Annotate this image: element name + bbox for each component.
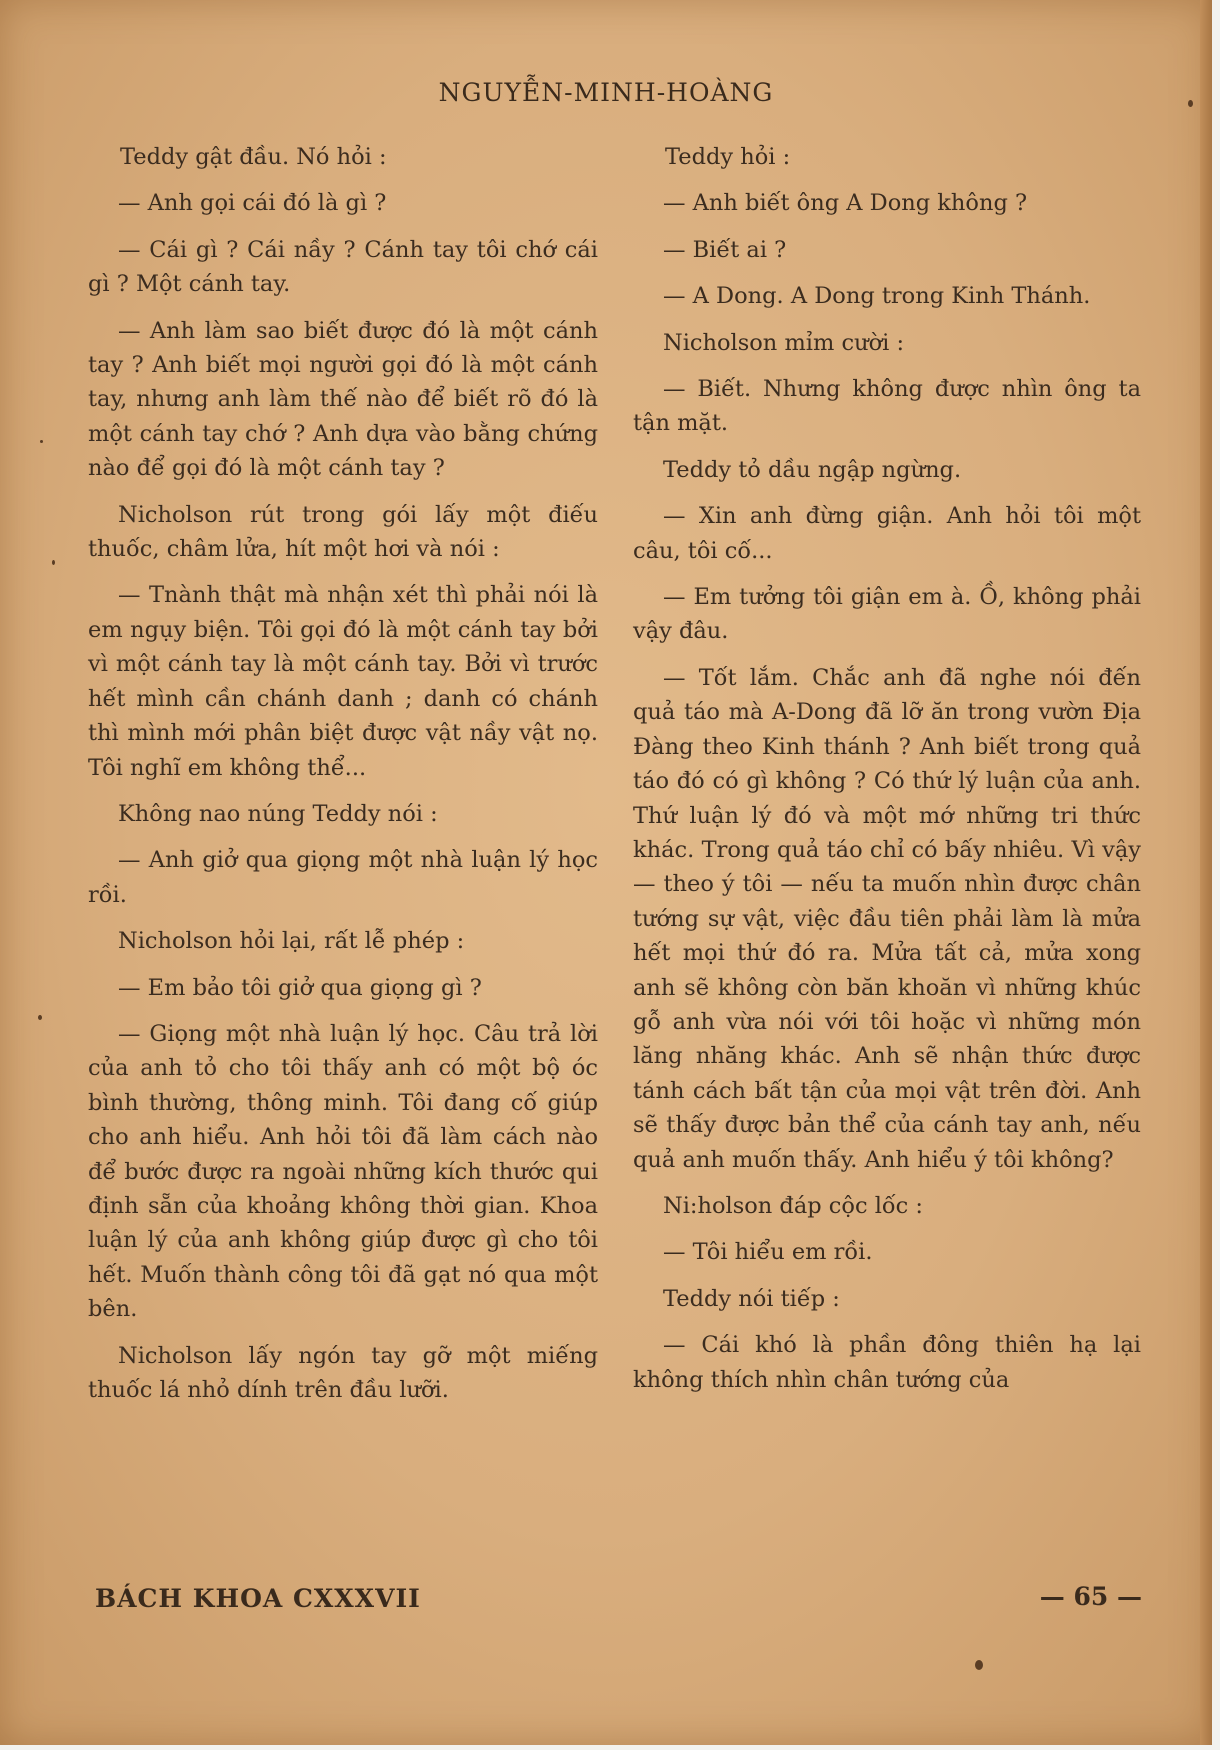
paragraph: — Tnành thật mà nhận xét thì phải nói là em ngụy biện. Tôi gọi đó là một cánh tay bởi vì một cánh tay là một cánh tay. Bởi vì trước hết mình cần chánh danh ; danh có chánh thì mình mới phân biệt được vật nầy vật nọ. Tôi nghĩ em không thể... — [88, 582, 598, 781]
paragraph: — Giọng một nhà luận lý học. Câu trả lời của anh tỏ cho tôi thấy anh có một bộ óc bình thường, thông minh. Tôi đang cố giúp cho anh hiểu. Anh hỏi tôi đã làm cách nào để bước được ra ngoài những kích thước qui định sẵn của khoảng không thời gian. Khoa luận lý của anh không giúp được gì cho tôi hết. Muốn thành công tôi đã gạt nó qua một bên. — [88, 1020, 598, 1323]
paragraph: Teddy hỏi : — [665, 144, 791, 170]
paragraph: Teddy gật đầu. Nó hỏi : — [120, 144, 387, 170]
paragraph: — A Dong. A Dong trong Kinh Thánh. — [663, 283, 1091, 310]
paper-speck — [52, 560, 55, 565]
paper-speck — [1188, 100, 1193, 107]
paragraph: Teddy tỏ dầu ngập ngừng. — [663, 456, 962, 483]
paragraph: Nicholson lấy ngón tay gỡ một miếng thuốc lá nhỏ dính trên đầu lưỡi. — [88, 1342, 598, 1403]
paper-speck — [38, 1015, 42, 1020]
page-number: — 65 — — [1039, 1582, 1142, 1611]
paragraph: — Cái gì ? Cái nầy ? Cánh tay tôi chớ cái gì ? Một cánh tay. — [88, 236, 598, 298]
paper-speck — [40, 440, 43, 443]
running-header: NGUYỄN-MINH-HOÀNG — [438, 78, 774, 107]
paragraph: — Anh gọi cái đó là gì ? — [118, 190, 387, 217]
left-column — [88, 140, 598, 1419]
paragraph: Ni:holson đáp cộc lốc : — [663, 1192, 924, 1219]
page-edge — [1200, 0, 1212, 1745]
paragraph: — Tốt lắm. Chắc anh đã nghe nói đến quả táo mà A-Dong đã lỡ ăn trong vườn Địa Đàng theo Kinh thánh ? Anh biết trong quả táo đó có gì không ? Có thứ lý luận của anh. Thứ luận lý đó và một mớ những tri thức khác. Trong quả táo chỉ có bấy nhiêu. Vì vậy — theo ý tôi — nếu ta muốn nhìn được chân tướng sự vật, việc đầu tiên phải làm là mửa hết mọi thứ đó ra. Mửa tất cả, mửa xong anh sẽ không còn băn khoăn vì những khúc gỗ anh vừa nói với tôi hoặc vì những món lăng nhăng khác. Anh sẽ nhận thức được tánh cách bất tận của mọi vật trên đời. Anh sẽ thấy được bản thể của cánh tay anh, nếu quả anh muốn thấy. Anh hiểu ý tôi không? — [633, 664, 1141, 1173]
paragraph: Nicholson mỉm cười : — [663, 329, 905, 356]
paragraph: — Cái khó là phần đông thiên hạ lại không thích nhìn chân tướng của — [633, 1332, 1141, 1393]
paragraph: Teddy nói tiếp : — [663, 1285, 840, 1312]
paragraph: Không nao núng Teddy nói : — [118, 800, 438, 827]
paragraph: — Anh giở qua giọng một nhà luận lý học rồi. — [88, 847, 598, 908]
paragraph: — Anh làm sao biết được đó là một cánh tay ? Anh biết mọi người gọi đó là một cánh tay, nhưng anh làm thế nào để biết rõ đó là một cánh tay chớ ? Anh dựa vào bằng chứng nào để gọi đó là một cánh tay ? — [88, 317, 598, 482]
paragraph: — Em bảo tôi giở qua giọng gì ? — [118, 974, 482, 1001]
paragraph: — Biết. Nhưng không được nhìn ông ta tận mặt. — [633, 376, 1141, 437]
paragraph: — Biết ai ? — [663, 236, 787, 263]
magazine-title: BÁCH KHOA CXXXVII — [95, 1584, 421, 1613]
paragraph: — Tôi hiểu em rồi. — [663, 1239, 873, 1266]
paragraph: Nicholson hỏi lại, rất lễ phép : — [118, 928, 465, 955]
right-column — [633, 140, 1141, 1409]
paragraph: — Em tưởng tôi giận em à. Ồ, không phải vậy đâu. — [633, 584, 1141, 645]
paragraph: — Anh biết ông A Dong không ? — [663, 190, 1028, 217]
paper-speck — [975, 1660, 983, 1670]
paragraph: — Xin anh đừng giận. Anh hỏi tôi một câu, tôi cố... — [633, 503, 1141, 564]
paragraph: Nicholson rút trong gói lấy một điếu thuốc, châm lửa, hít một hơi và nói : — [88, 501, 598, 563]
